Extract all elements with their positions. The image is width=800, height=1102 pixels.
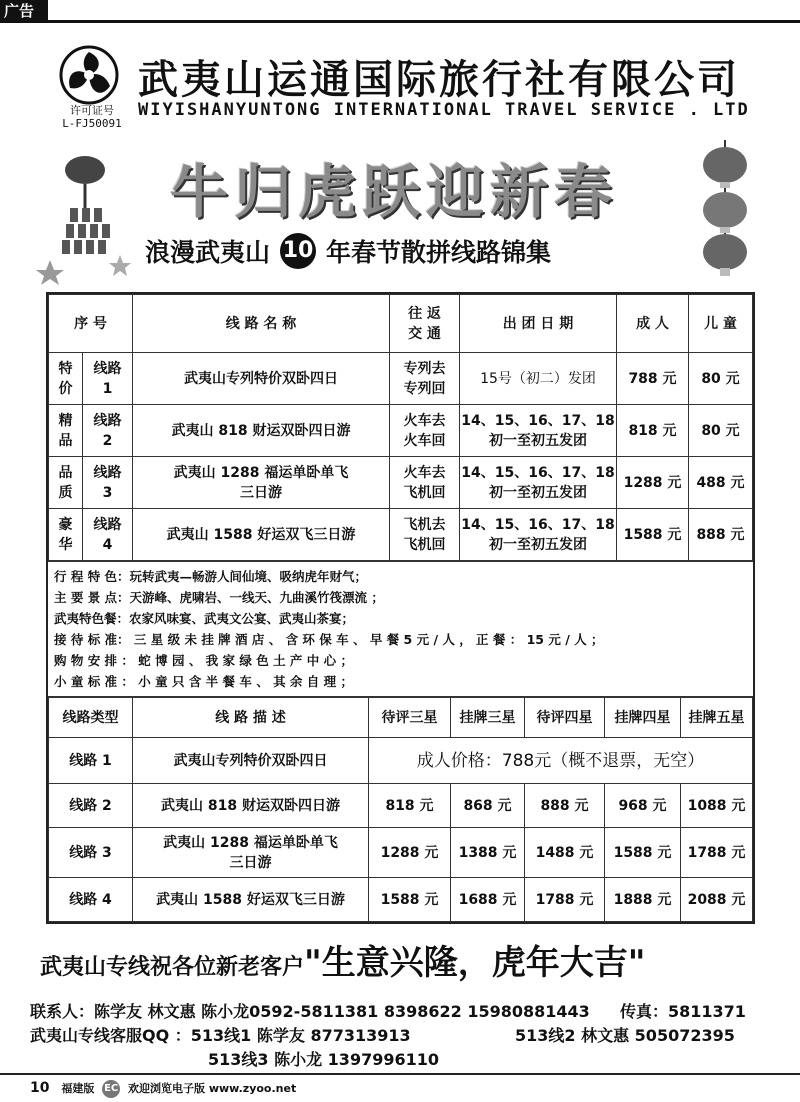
price-cell: 2088 元 <box>681 878 753 922</box>
price-cell: 1488 元 <box>525 828 605 878</box>
col-header-adult: 成 人 <box>617 295 689 353</box>
transport-cell: 火车去 飞机回 <box>390 457 460 509</box>
line-cell: 线路 3 <box>83 457 133 509</box>
hotel-price-table <box>48 697 753 922</box>
price-cell: 1288 元 <box>369 828 451 878</box>
route-desc-cell: 武夷山 1288 福运单卧单飞 三日游 <box>133 828 369 878</box>
route-name-cell: 武夷山专列特价双卧四日 <box>133 353 390 405</box>
category-cell: 豪 华 <box>49 509 83 561</box>
category-cell: 品 质 <box>49 457 83 509</box>
edition-label: 福建版 <box>61 1082 95 1095</box>
price-cell: 968 元 <box>605 784 681 828</box>
subtitle-number-badge: 10 <box>280 233 316 269</box>
col-header-4star-unrated: 待评四星 <box>525 698 605 738</box>
col-header-desc: 线 路 描 述 <box>133 698 369 738</box>
price-cell: 1788 元 <box>525 878 605 922</box>
transport-cell: 火车去 火车回 <box>390 405 460 457</box>
col-header-transport: 往 返 交 通 <box>390 295 460 353</box>
ad-tag: 广告 <box>0 0 48 22</box>
price-cell: 1388 元 <box>451 828 525 878</box>
license-number: L-FJ50091 <box>62 117 122 130</box>
price-cell: 818 元 <box>369 784 451 828</box>
footer-website[interactable]: 欢迎浏览电子版 www.zyoo.net <box>128 1082 297 1095</box>
child-price-cell: 80 元 <box>689 353 753 405</box>
adult-price-cell: 788 元 <box>617 353 689 405</box>
company-name-en: WIYISHANYUNTONG INTERNATIONAL TRAVEL SERVICE . LTD <box>138 100 750 120</box>
table-row <box>49 405 753 457</box>
category-cell: 特 价 <box>49 353 83 405</box>
ec-badge-icon: EC <box>102 1080 120 1098</box>
price-cell: 1588 元 <box>369 878 451 922</box>
date-cell: 14、15、16、17、18 初一至初五发团 <box>460 457 617 509</box>
table-row <box>49 457 753 509</box>
table-row <box>49 784 753 828</box>
note-shopping: 购 物 安 排 ： 蛇 博 园 、 我 家 绿 色 土 产 中 心 ； <box>54 653 353 668</box>
note-feature: 行 程 特 色：玩转武夷—畅游人间仙境、吸纳虎年财气； <box>54 569 368 584</box>
top-rule <box>0 20 800 23</box>
page-footer <box>0 1073 800 1100</box>
slogan-lead: 武夷山专线祝各位新老客户 <box>40 955 305 980</box>
route-table <box>48 294 753 561</box>
contact-info <box>30 1000 746 1072</box>
col-header-child: 儿 童 <box>689 295 753 353</box>
license-label: 许可证号 <box>70 104 114 117</box>
col-header-4star: 挂牌四星 <box>605 698 681 738</box>
transport-cell: 飞机去 飞机回 <box>390 509 460 561</box>
price-cell: 888 元 <box>525 784 605 828</box>
col-header-type: 线路类型 <box>49 698 133 738</box>
table-header-row <box>49 295 753 353</box>
date-cell: 14、15、16、17、18 初一至初五发团 <box>460 509 617 561</box>
route-name-cell: 武夷山 1588 好运双飞三日游 <box>133 509 390 561</box>
contact-qq-2: 513线2 林文惠 505072395 <box>515 1026 735 1045</box>
price-cell: 1088 元 <box>681 784 753 828</box>
subtitle <box>145 233 551 269</box>
subtitle-prefix: 浪漫武夷山 <box>145 238 271 267</box>
route-type-cell: 线路 4 <box>49 878 133 922</box>
route-desc-cell: 武夷山 1588 好运双飞三日游 <box>133 878 369 922</box>
banner-title: 牛归虎跃迎新春 <box>170 158 619 226</box>
child-price-cell: 80 元 <box>689 405 753 457</box>
route-type-cell: 线路 3 <box>49 828 133 878</box>
itinerary-notes <box>48 561 753 697</box>
child-price-cell: 888 元 <box>689 509 753 561</box>
category-cell: 精 品 <box>49 405 83 457</box>
col-header-date: 出 团 日 期 <box>460 295 617 353</box>
itinerary-table <box>46 292 755 924</box>
slogan <box>40 935 645 984</box>
contact-qq-3: 513线3 陈小龙 1397996110 <box>208 1050 440 1069</box>
company-name-cn: 武夷山运通国际旅行社有限公司 <box>138 57 740 103</box>
date-cell: 15号（初二）发团 <box>460 353 617 405</box>
firecracker-icon <box>30 150 140 285</box>
date-cell: 14、15、16、17、18 初一至初五发团 <box>460 405 617 457</box>
route-desc-cell: 武夷山专列特价双卧四日 <box>133 738 369 784</box>
adult-price-cell: 1288 元 <box>617 457 689 509</box>
subtitle-suffix: 年春节散拼线路锦集 <box>326 238 552 267</box>
price-cell: 868 元 <box>451 784 525 828</box>
col-header-5star: 挂牌五星 <box>681 698 753 738</box>
col-header-3star-unrated: 待评三星 <box>369 698 451 738</box>
table-row <box>49 509 753 561</box>
adult-price-cell: 818 元 <box>617 405 689 457</box>
route-name-cell: 武夷山 1288 福运单卧单飞 三日游 <box>133 457 390 509</box>
line-cell: 线路 1 <box>83 353 133 405</box>
child-price-cell: 488 元 <box>689 457 753 509</box>
route-desc-cell: 武夷山 818 财运双卧四日游 <box>133 784 369 828</box>
line-cell: 线路 4 <box>83 509 133 561</box>
col-header-seq: 序 号 <box>49 295 133 353</box>
lanterns-icon <box>690 140 760 280</box>
route-type-cell: 线路 2 <box>49 784 133 828</box>
table-row <box>49 878 753 922</box>
route-type-cell: 线路 1 <box>49 738 133 784</box>
note-accommodation: 接 待 标 准： 三 星 级 未 挂 牌 酒 店 、 含 环 保 车 、 早 餐 5 元 / 人 ， 正 餐 ： 15 元 / 人 ； <box>54 632 604 647</box>
table-row <box>49 353 753 405</box>
table-row <box>49 828 753 878</box>
route-name-cell: 武夷山 818 财运双卧四日游 <box>133 405 390 457</box>
price-cell: 1688 元 <box>451 878 525 922</box>
transport-cell: 专列去 专列回 <box>390 353 460 405</box>
line-cell: 线路 2 <box>83 405 133 457</box>
contact-qq-1: 武夷山专线客服QQ ：513线1 陈学友 877313913 <box>30 1026 411 1045</box>
note-children: 小 童 标 准 ： 小 童 只 含 半 餐 车 、 其 余 自 理 ； <box>54 674 353 689</box>
adult-price-cell: 1588 元 <box>617 509 689 561</box>
price-cell: 1888 元 <box>605 878 681 922</box>
note-attractions: 主 要 景 点：天游峰、虎啸岩、一线天、九曲溪竹筏漂流 ； <box>54 590 384 605</box>
table-row <box>49 738 753 784</box>
table-header-row <box>49 698 753 738</box>
contact-fax: 传真：5811371 <box>620 1002 746 1021</box>
page-number: 10 <box>30 1080 50 1096</box>
price-note-cell: 成人价格：788元（概不退票，无空） <box>369 738 753 784</box>
license-info <box>52 104 132 130</box>
col-header-route: 线 路 名 称 <box>133 295 390 353</box>
contact-people: 联系人：陈学友 林文惠 陈小龙0592-5811381 8398622 15980881443 <box>30 1002 590 1021</box>
note-meals: 武夷特色餐：农家风味宴、武夷文公宴、武夷山茶宴； <box>54 611 355 626</box>
col-header-3star: 挂牌三星 <box>451 698 525 738</box>
price-cell: 1588 元 <box>605 828 681 878</box>
slogan-quote: "生意兴隆，虎年大吉" <box>304 943 646 983</box>
price-cell: 1788 元 <box>681 828 753 878</box>
company-logo <box>58 44 120 106</box>
